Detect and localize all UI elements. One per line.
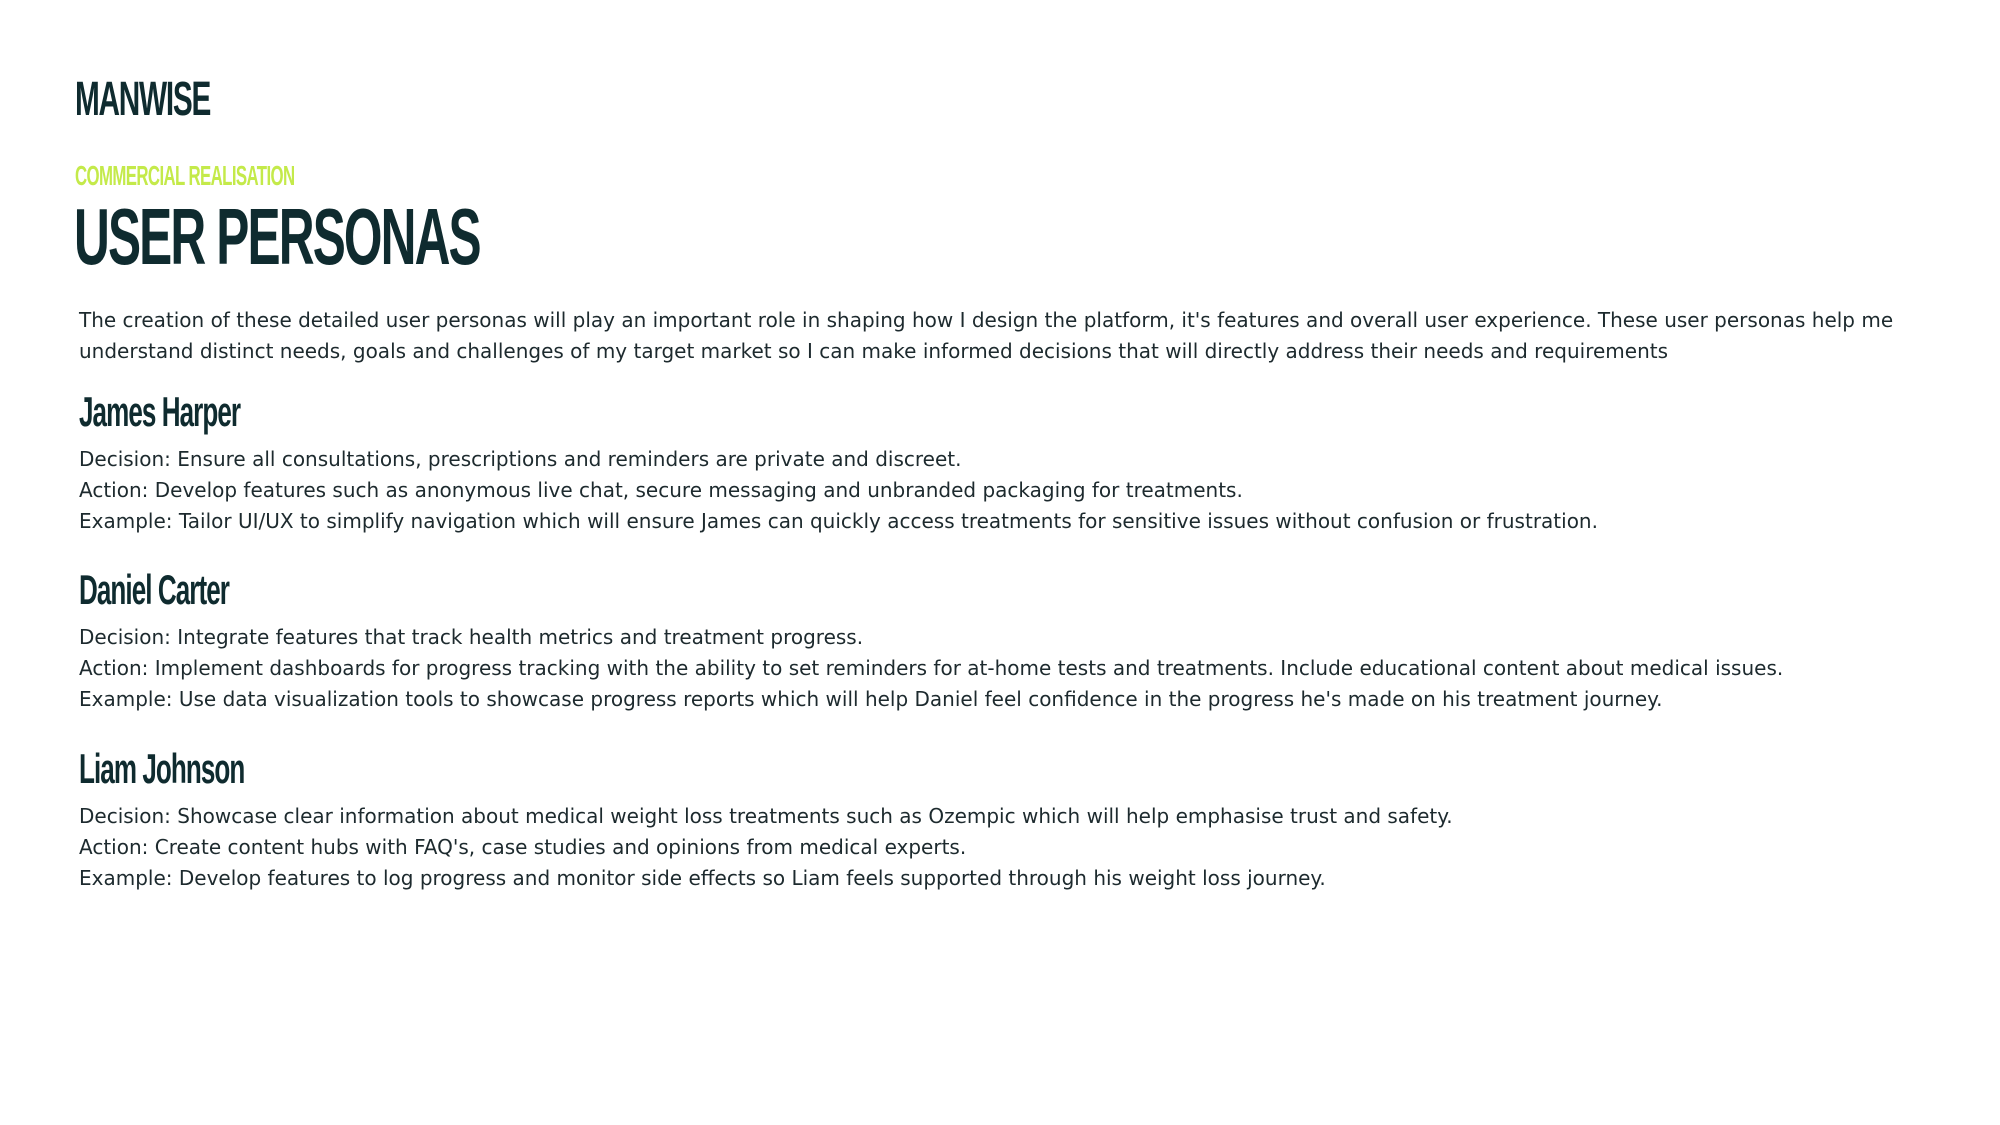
intro-paragraph: The creation of these detailed user personas will play an important role in shaping how I design the platform, it's features and overall user experience. These user personas help me understand distinct needs, goals and challenges of my target market so I can make informed decisions that will directly address their needs and requirements — [79, 308, 1894, 363]
persona-decision: Decision: Integrate features that track health metrics and treatment progress. — [79, 625, 864, 649]
page-title: USER PERSONAS — [74, 192, 480, 281]
persona-liam-johnson — [79, 745, 1909, 894]
persona-action: Action: Create content hubs with FAQ's, case studies and opinions from medical experts. — [79, 835, 967, 859]
section-eyebrow: COMMERCIAL REALISATION — [75, 160, 295, 191]
persona-action: Action: Implement dashboards for progress tracking with the ability to set reminders for at-home tests and treatments. Include educational content about medical issues. — [79, 656, 1784, 680]
persona-name: James Harper — [79, 388, 241, 435]
persona-example: Example: Tailor UI/UX to simplify navigation which will ensure James can quickly access treatments for sensitive issues without confusion or frustration. — [79, 509, 1598, 533]
persona-name: Liam Johnson — [79, 745, 245, 792]
persona-action: Action: Develop features such as anonymous live chat, secure messaging and unbranded packaging for treatments. — [79, 478, 1243, 502]
persona-james-harper — [79, 388, 1909, 537]
persona-example: Example: Use data visualization tools to showcase progress reports which will help Daniel feel confidence in the progress he's made on his treatment journey. — [79, 687, 1663, 711]
brand-logo: MANWISE — [75, 73, 211, 126]
persona-details — [79, 801, 1909, 894]
persona-decision: Decision: Ensure all consultations, prescriptions and reminders are private and discreet. — [79, 447, 962, 471]
persona-details — [79, 622, 1909, 715]
persona-daniel-carter — [79, 566, 1909, 715]
persona-example: Example: Develop features to log progress and monitor side effects so Liam feels supported through his weight loss journey. — [79, 866, 1326, 890]
persona-decision: Decision: Showcase clear information about medical weight loss treatments such as Ozempic which will help emphasise trust and safety. — [79, 804, 1453, 828]
persona-name: Daniel Carter — [79, 566, 230, 613]
persona-details — [79, 444, 1909, 537]
